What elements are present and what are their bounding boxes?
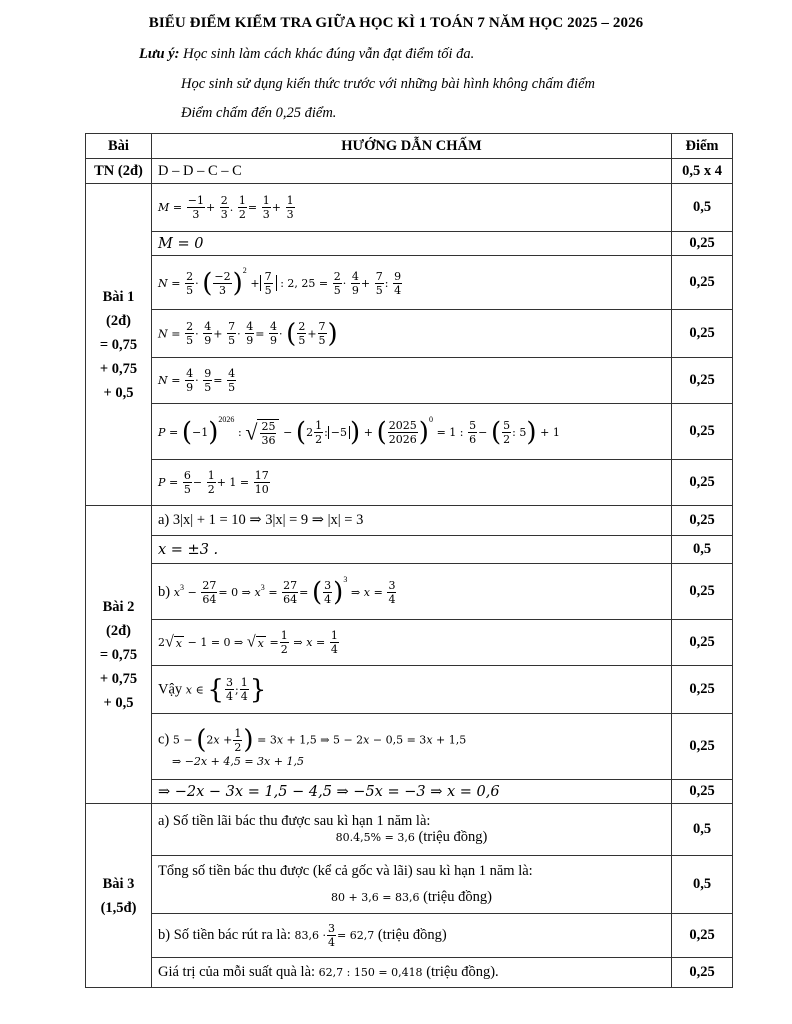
table-row-tn <box>86 159 733 184</box>
bai3-unit: (triệu đồng) <box>418 829 488 845</box>
table-row <box>86 666 733 714</box>
bai3-step-gia-tri <box>152 958 672 988</box>
bai1-step-p2: P = $\frac{6}{5}$ − $\frac{1}{2}$ + 1 = $\frac{17}{10}$ <box>152 460 672 506</box>
bai2-points: 0,25 <box>672 620 733 666</box>
bai2-step-b1: b) $x^3$ − $\frac{27}{64}$ = 0 ⇒ $x^3$ = $\frac{27}{64}$ = ( $\frac{3}{4}$ )$^3$ ⇒ x = $\frac{3}{4}$ <box>152 564 672 620</box>
table-row <box>86 232 733 256</box>
table-row <box>86 536 733 564</box>
bai1-points: 0,25 <box>672 358 733 404</box>
bai3-b-text: b) Số tiền bác rút ra là: <box>158 926 291 943</box>
table-row <box>86 856 733 914</box>
table-row <box>86 310 733 358</box>
bai2-points: 0,25 <box>672 780 733 804</box>
bai2-points: 0,5 <box>672 536 733 564</box>
bai3-gia-tri-calc: 62,7 : 150 = 0,418 <box>318 966 423 979</box>
bai2-step-vay: Vậy x ∈ { $\frac{3}{4}$ ; $\frac{1}{4}$ } <box>152 666 672 714</box>
bai2-c-prefix: c) <box>158 731 170 748</box>
bai2-b-prefix: b) <box>158 584 171 601</box>
table-row <box>86 620 733 666</box>
bai1-step-n3: N = $\frac{4}{9}$ · $\frac{9}{5}$ = $\frac{4}{5}$ <box>152 358 672 404</box>
bai2-step-a2: x = ±3 . <box>152 536 672 564</box>
bai1-step-m1: M = $\frac{-1}{3}$ + $\frac{2}{3}$ . $\frac{1}{2}$ = $\frac{1}{3}$ + $\frac{1}{3}$ <box>152 184 672 232</box>
table-row <box>86 404 733 460</box>
bai3-b-calc: = 62,7 <box>337 928 375 942</box>
table-row <box>86 460 733 506</box>
bai1-step-n2: N = $\frac{2}{5}$ · $\frac{4}{9}$ + $\frac{7}{5}$ · $\frac{4}{9}$ = $\frac{4}{9}$ · ( $\frac{2}{5}$ + $\frac{7}{5}$ ) <box>152 310 672 358</box>
table-row <box>86 506 733 536</box>
bai2-step-b2: 2√ x − 1 = 0 ⇒ √ x = $\frac{1}{2}$ ⇒ x = $\frac{1}{4}$ <box>152 620 672 666</box>
bai1-step-n1: N = $\frac{2}{5}$ · ( $\frac{-2}{3}$ )$^2$ + $\frac{7}{5}$ : 2, 25 = $\frac{2}{5}$ · $\frac{4}{9}$ + $\frac{7}{5}$ : $\frac{9}{4}$ <box>152 256 672 310</box>
table-header-row <box>86 134 733 159</box>
bai2-points: 0,25 <box>672 666 733 714</box>
bai1-step-p1: $P = (-1)^{2026}$ : √ $\frac{25}{36}$ − (2 $\frac{1}{2}$ : −5 ) + ( $\frac{2025}{2026}$ )$^0$ = 1 : $\frac{5}{6}$ − ( $\frac{5}{2}$ : 5) + 1 <box>152 404 672 460</box>
bai3-label-line: (1,5đ) <box>100 899 137 916</box>
note-text-1: Học sinh làm cách khác đúng vẫn đạt điểm tối đa. <box>179 46 475 62</box>
bai1-points: 0,25 <box>672 460 733 506</box>
table-row <box>86 358 733 404</box>
note-line-3: Điểm chấm đến 0,25 điểm. <box>181 105 337 121</box>
header-huong-dan: HƯỚNG DẪN CHẤM <box>152 134 672 159</box>
bai3-unit: (triệu đồng) <box>377 926 447 943</box>
bai1-label-line: (2đ) <box>106 312 131 329</box>
note-line-2: Học sinh sử dụng kiến thức trước với những bài hình không chấm điểm <box>181 76 595 92</box>
bai3-step-a <box>152 804 672 856</box>
header-diem: Điểm <box>672 134 733 159</box>
tn-points: 0,5 x 4 <box>672 159 733 184</box>
bai1-label-line: + 0,5 <box>103 384 134 401</box>
note-line-1 <box>139 46 474 63</box>
bai1-label <box>86 184 152 506</box>
bai2-step-c1: c) 5 − (2x + $\frac{1}{2}$ ) = 3x + 1,5 ⇒ 5 − 2x − 0,5 = 3x + 1,5 ⇒ −2x + 4,5 = 3x + 1,5 <box>152 714 672 780</box>
bai2-label-line: (2đ) <box>106 622 131 639</box>
table-row <box>86 958 733 988</box>
bai2-label-line: Bài 2 <box>102 598 135 615</box>
bai1-points: 0,25 <box>672 310 733 358</box>
bai2-label-line: = 0,75 <box>99 646 138 663</box>
bai1-step-m2: M = 0 <box>152 232 672 256</box>
tn-label: TN (2đ) <box>86 159 152 184</box>
bai2-points: 0,25 <box>672 714 733 780</box>
bai2-vay-label: Vậy <box>158 680 183 697</box>
table-row <box>86 780 733 804</box>
bai3-a-calc: 80.4,5% = 3,6 <box>335 831 415 844</box>
table-row <box>86 804 733 856</box>
bai3-points: 0,5 <box>672 804 733 856</box>
bai3-points: 0,25 <box>672 914 733 958</box>
note-label: Lưu ý: <box>139 46 180 62</box>
table-row <box>86 564 733 620</box>
header-bai: Bài <box>86 134 152 159</box>
bai3-points: 0,25 <box>672 958 733 988</box>
bai1-points: 0,25 <box>672 404 733 460</box>
bai3-step-b: b) Số tiền bác rút ra là: 83,6 · $\frac{3}{4}$ = 62,7 (triệu đồng) <box>152 914 672 958</box>
bai2-points: 0,25 <box>672 506 733 536</box>
bai1-label-line: Bài 1 <box>102 288 135 305</box>
bai1-label-line: = 0,75 <box>99 336 138 353</box>
bai3-gia-tri-unit: (triệu đồng). <box>426 964 499 980</box>
bai1-points: 0,25 <box>672 256 733 310</box>
table-row <box>86 714 733 780</box>
bai2-step-c2: ⇒ −2x + 4,5 = 3x + 1,5 <box>172 755 304 768</box>
bai3-total-text: Tổng số tiền bác thu được (kể cả gốc và lãi) sau kì hạn 1 năm là: <box>158 863 533 879</box>
tn-answer: D – D – C – C <box>152 159 672 184</box>
bai3-label-line: Bài 3 <box>102 875 135 892</box>
bai3-gia-tri-text: Giá trị của mỗi suất quà là: <box>158 964 316 980</box>
bai2-label <box>86 506 152 804</box>
bai3-label <box>86 804 152 988</box>
bai3-total-calc: 80 + 3,6 = 83,6 <box>331 891 420 904</box>
table-row <box>86 914 733 958</box>
bai2-step-a1: a) 3|x| + 1 = 10 ⇒ 3|x| = 9 ⇒ |x| = 3 <box>152 506 672 536</box>
bai2-label-line: + 0,5 <box>103 694 134 711</box>
bai1-label-line: + 0,75 <box>99 360 138 377</box>
table-row <box>86 256 733 310</box>
bai1-points: 0,25 <box>672 232 733 256</box>
page-title: BIỂU ĐIỂM KIỂM TRA GIỮA HỌC KÌ 1 TOÁN 7 NĂM HỌC 2025 – 2026 <box>148 15 644 31</box>
bai2-step-c3: ⇒ −2x − 3x = 1,5 − 4,5 ⇒ −5x = −3 ⇒ x = 0,6 <box>152 780 672 804</box>
bai2-points: 0,25 <box>672 564 733 620</box>
grading-table <box>85 133 733 988</box>
bai2-label-line: + 0,75 <box>99 670 138 687</box>
bai1-points: 0,5 <box>672 184 733 232</box>
bai3-unit: (triệu đồng) <box>423 889 492 905</box>
bai3-points: 0,5 <box>672 856 733 914</box>
bai3-step-total <box>152 856 672 914</box>
bai3-a-text: a) Số tiền lãi bác thu được sau kì hạn 1 năm là: <box>158 813 431 829</box>
table-row <box>86 184 733 232</box>
